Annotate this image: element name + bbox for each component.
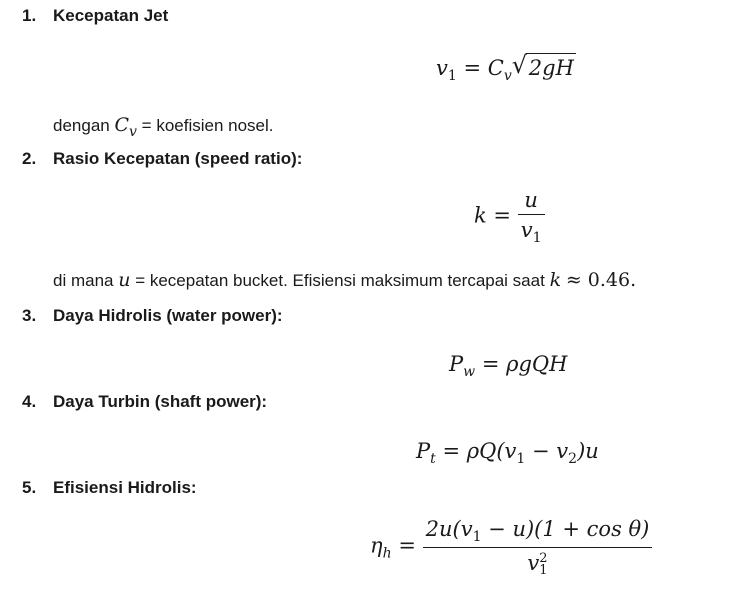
item-number: 2. (22, 149, 37, 168)
para1-symbol-sub: v (129, 124, 137, 140)
paragraph-cv-definition (53, 114, 274, 140)
eq1-lhs-sub: 1 (447, 68, 457, 84)
list-item-5 (22, 478, 197, 498)
eq5-numerator-b: − u)(1 + cos θ) (488, 517, 650, 541)
para2-text-before: di mana (53, 271, 114, 290)
eq2-denominator: v (520, 218, 533, 242)
para1-text-after: = koefisien nosel. (141, 116, 274, 135)
para2-text-middle: = kecepatan bucket. Efisiensi maksimum tercapai saat (135, 271, 545, 290)
eq4-rhs-b: v (556, 439, 569, 463)
eq5-den-sub: 1 (539, 562, 548, 578)
para1-text-before: dengan (53, 116, 110, 135)
item-title: Kecepatan Jet (53, 6, 169, 25)
eq5-den-sup: 2 (539, 550, 548, 566)
eq4-lhs-sub: t (430, 451, 436, 467)
eq1-coef: C (487, 56, 504, 80)
para2-approx: ≈ 0.46. (565, 269, 637, 291)
eq2-fraction (518, 188, 545, 246)
item-number: 5. (22, 478, 37, 497)
eq5-denominator: v (527, 551, 540, 575)
sqrt-symbol (512, 53, 576, 80)
list-item-2 (22, 149, 302, 169)
eq2-lhs: k (474, 203, 487, 228)
eq2-numerator: u (524, 188, 538, 212)
radical-sign: √ (511, 51, 528, 79)
eq5-fraction (423, 517, 653, 577)
item-number: 1. (22, 6, 37, 25)
list-item-4 (22, 392, 267, 412)
eq5-lhs-sub: h (382, 545, 392, 562)
item-number: 4. (22, 392, 37, 411)
eq5-numerator-a: 2u(v (425, 517, 473, 541)
eq4-minus: − (532, 439, 550, 463)
item-number: 3. (22, 306, 37, 325)
eq5-equals: = (398, 533, 416, 558)
equation-jet-velocity (436, 53, 576, 84)
para2-symbol2: k (549, 269, 562, 291)
eq2-den-sub: 1 (532, 230, 542, 246)
eq1-lhs: v (436, 56, 448, 80)
eq4-sub1: 1 (516, 451, 526, 467)
list-item-1 (22, 6, 168, 26)
eq1-equals: = (463, 56, 482, 80)
eq4-rhs-a: ρQ(v (466, 439, 517, 463)
equation-shaft-power (416, 439, 599, 467)
paragraph-u-definition (53, 269, 636, 291)
equation-speed-ratio (474, 188, 545, 246)
eq5-lhs: η (370, 533, 383, 558)
item-title: Daya Turbin (shaft power): (53, 392, 268, 411)
item-title: Rasio Kecepatan (speed ratio): (53, 149, 303, 168)
eq2-equals: = (493, 203, 512, 228)
equation-hydraulic-efficiency (370, 517, 652, 577)
eq4-lhs: P (416, 439, 431, 463)
eq4-sub2: 2 (568, 451, 578, 467)
eq1-coef-sub: v (503, 68, 512, 84)
eq3-lhs: P (449, 352, 464, 376)
item-title: Daya Hidrolis (water power): (53, 306, 283, 325)
eq4-rhs-c: )u (577, 439, 599, 463)
eq1-radicand: 2gH (526, 53, 576, 80)
equation-water-power (449, 352, 567, 380)
eq4-equals: = (442, 439, 461, 463)
eq3-lhs-sub: w (463, 364, 476, 380)
eq3-rhs: ρgQH (506, 352, 568, 376)
para1-symbol: C (114, 114, 130, 136)
eq3-equals: = (481, 352, 500, 376)
item-title: Efisiensi Hidrolis: (53, 478, 197, 497)
para2-symbol: u (118, 269, 131, 291)
list-item-3 (22, 306, 283, 326)
eq5-num-sub: 1 (472, 529, 482, 545)
